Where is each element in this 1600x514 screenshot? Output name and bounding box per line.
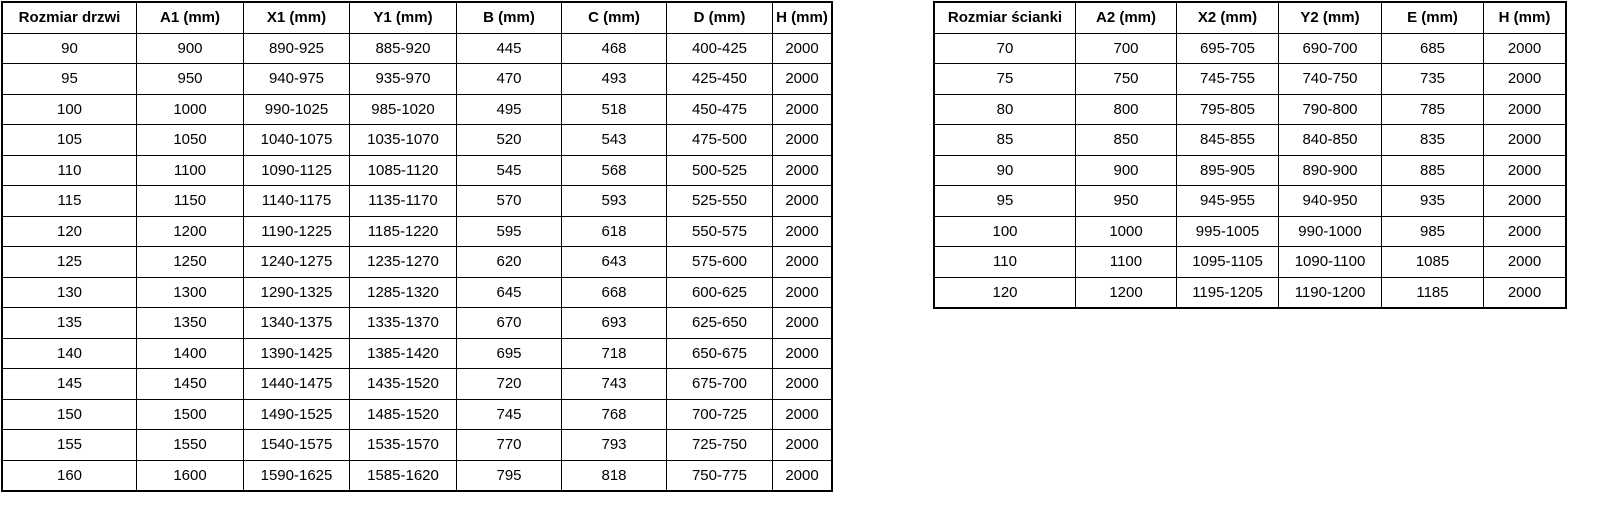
table-cell: 110 — [934, 247, 1076, 278]
column-header: Rozmiar drzwi — [2, 2, 137, 33]
table-cell: 743 — [562, 369, 667, 400]
table-cell: 2000 — [773, 155, 833, 186]
table-cell: 985-1020 — [350, 94, 457, 125]
table-cell: 643 — [562, 247, 667, 278]
table-cell: 945-955 — [1177, 186, 1279, 217]
table-cell: 2000 — [773, 430, 833, 461]
column-header: A1 (mm) — [137, 2, 244, 33]
table-cell: 2000 — [1484, 94, 1567, 125]
table-cell: 1450 — [137, 369, 244, 400]
table-cell: 835 — [1382, 125, 1484, 156]
table-cell: 2000 — [773, 33, 833, 64]
table-cell: 1435-1520 — [350, 369, 457, 400]
table-cell: 890-900 — [1279, 155, 1382, 186]
table-cell: 1240-1275 — [244, 247, 350, 278]
table-cell: 1550 — [137, 430, 244, 461]
table-cell: 735 — [1382, 64, 1484, 95]
table-cell: 745-755 — [1177, 64, 1279, 95]
table-cell: 695-705 — [1177, 33, 1279, 64]
table-cell: 70 — [934, 33, 1076, 64]
table-cell: 935 — [1382, 186, 1484, 217]
table-cell: 1290-1325 — [244, 277, 350, 308]
table-cell: 550-575 — [667, 216, 773, 247]
table-cell: 690-700 — [1279, 33, 1382, 64]
table-cell: 595 — [457, 216, 562, 247]
table-cell: 150 — [2, 399, 137, 430]
table-cell: 940-950 — [1279, 186, 1382, 217]
table-cell: 130 — [2, 277, 137, 308]
table-row — [934, 64, 1566, 95]
table-cell: 1190-1200 — [1279, 277, 1382, 308]
table-row — [2, 277, 832, 308]
table-cell: 1195-1205 — [1177, 277, 1279, 308]
table-row — [2, 247, 832, 278]
table-cell: 700-725 — [667, 399, 773, 430]
table-cell: 1590-1625 — [244, 460, 350, 491]
table-row — [2, 308, 832, 339]
table-cell: 2000 — [1484, 186, 1567, 217]
table-cell: 1100 — [1076, 247, 1177, 278]
column-header: Rozmiar ścianki — [934, 2, 1076, 33]
table-cell: 468 — [562, 33, 667, 64]
table-cell: 800 — [1076, 94, 1177, 125]
table-row — [934, 125, 1566, 156]
table-cell: 885-920 — [350, 33, 457, 64]
table-cell: 2000 — [773, 94, 833, 125]
table-row — [2, 94, 832, 125]
table-cell: 2000 — [1484, 247, 1567, 278]
table-cell: 518 — [562, 94, 667, 125]
table-cell: 568 — [562, 155, 667, 186]
table-cell: 1440-1475 — [244, 369, 350, 400]
table-cell: 500-525 — [667, 155, 773, 186]
column-header: C (mm) — [562, 2, 667, 33]
table-cell: 1540-1575 — [244, 430, 350, 461]
table-cell: 2000 — [773, 399, 833, 430]
table-cell: 1350 — [137, 308, 244, 339]
table-cell: 750-775 — [667, 460, 773, 491]
table-cell: 90 — [934, 155, 1076, 186]
table-cell: 2000 — [773, 186, 833, 217]
table-cell: 618 — [562, 216, 667, 247]
table-cell: 1000 — [137, 94, 244, 125]
table-cell: 90 — [2, 33, 137, 64]
table-cell: 693 — [562, 308, 667, 339]
table-cell: 2000 — [773, 277, 833, 308]
table-cell: 1035-1070 — [350, 125, 457, 156]
table-row — [2, 460, 832, 491]
table-cell: 1300 — [137, 277, 244, 308]
table-cell: 1200 — [137, 216, 244, 247]
table-row — [934, 155, 1566, 186]
table-cell: 1400 — [137, 338, 244, 369]
table-cell: 1250 — [137, 247, 244, 278]
table-cell: 1085-1120 — [350, 155, 457, 186]
wall-size-table — [933, 1, 1567, 309]
table-cell: 840-850 — [1279, 125, 1382, 156]
table-cell: 470 — [457, 64, 562, 95]
table-cell: 145 — [2, 369, 137, 400]
table-cell: 2000 — [773, 125, 833, 156]
table-cell: 1140-1175 — [244, 186, 350, 217]
table-cell: 950 — [1076, 186, 1177, 217]
table-cell: 990-1025 — [244, 94, 350, 125]
table-cell: 85 — [934, 125, 1076, 156]
table-cell: 850 — [1076, 125, 1177, 156]
table-cell: 790-800 — [1279, 94, 1382, 125]
table-cell: 495 — [457, 94, 562, 125]
table-cell: 140 — [2, 338, 137, 369]
column-header: H (mm) — [773, 2, 833, 33]
table-cell: 475-500 — [667, 125, 773, 156]
table-cell: 885 — [1382, 155, 1484, 186]
table-cell: 1390-1425 — [244, 338, 350, 369]
table-cell: 2000 — [1484, 64, 1567, 95]
table-cell: 2000 — [1484, 33, 1567, 64]
table-cell: 1235-1270 — [350, 247, 457, 278]
table-cell: 2000 — [773, 338, 833, 369]
table-cell: 100 — [2, 94, 137, 125]
table-cell: 685 — [1382, 33, 1484, 64]
table-cell: 120 — [2, 216, 137, 247]
table-cell: 95 — [934, 186, 1076, 217]
table-cell: 985 — [1382, 216, 1484, 247]
table-cell: 160 — [2, 460, 137, 491]
table-cell: 1085 — [1382, 247, 1484, 278]
table-cell: 1535-1570 — [350, 430, 457, 461]
table-cell: 1090-1100 — [1279, 247, 1382, 278]
table-cell: 493 — [562, 64, 667, 95]
table-cell: 1340-1375 — [244, 308, 350, 339]
column-header: B (mm) — [457, 2, 562, 33]
table-cell: 445 — [457, 33, 562, 64]
table-cell: 675-700 — [667, 369, 773, 400]
table-cell: 768 — [562, 399, 667, 430]
table-cell: 795-805 — [1177, 94, 1279, 125]
table-cell: 1185-1220 — [350, 216, 457, 247]
table-cell: 593 — [562, 186, 667, 217]
table-row — [2, 64, 832, 95]
column-header: E (mm) — [1382, 2, 1484, 33]
table-cell: 2000 — [1484, 155, 1567, 186]
table-cell: 1095-1105 — [1177, 247, 1279, 278]
table-cell: 2000 — [1484, 277, 1567, 308]
table-row — [2, 430, 832, 461]
table-row — [2, 369, 832, 400]
table-cell: 745 — [457, 399, 562, 430]
table-cell: 1385-1420 — [350, 338, 457, 369]
table-cell: 1585-1620 — [350, 460, 457, 491]
table-cell: 2000 — [1484, 216, 1567, 247]
table-cell: 2000 — [773, 216, 833, 247]
table-cell: 525-550 — [667, 186, 773, 217]
table-cell: 950 — [137, 64, 244, 95]
table-cell: 670 — [457, 308, 562, 339]
column-header: X2 (mm) — [1177, 2, 1279, 33]
table-cell: 625-650 — [667, 308, 773, 339]
column-header: H (mm) — [1484, 2, 1567, 33]
table-cell: 770 — [457, 430, 562, 461]
table-row — [2, 216, 832, 247]
table-row — [2, 338, 832, 369]
table-row — [2, 33, 832, 64]
column-header: D (mm) — [667, 2, 773, 33]
table-cell: 125 — [2, 247, 137, 278]
table-cell: 895-905 — [1177, 155, 1279, 186]
table-cell: 1090-1125 — [244, 155, 350, 186]
table-row — [934, 94, 1566, 125]
table-cell: 845-855 — [1177, 125, 1279, 156]
table-cell: 1190-1225 — [244, 216, 350, 247]
table-cell: 785 — [1382, 94, 1484, 125]
table-cell: 795 — [457, 460, 562, 491]
table-cell: 1485-1520 — [350, 399, 457, 430]
table-cell: 995-1005 — [1177, 216, 1279, 247]
table-cell: 695 — [457, 338, 562, 369]
column-header: X1 (mm) — [244, 2, 350, 33]
table-cell: 740-750 — [1279, 64, 1382, 95]
table-cell: 940-975 — [244, 64, 350, 95]
table-cell: 650-675 — [667, 338, 773, 369]
table-cell: 110 — [2, 155, 137, 186]
table-header-row — [934, 2, 1566, 33]
table-cell: 720 — [457, 369, 562, 400]
table-cell: 105 — [2, 125, 137, 156]
table-cell: 935-970 — [350, 64, 457, 95]
table-cell: 1050 — [137, 125, 244, 156]
table-cell: 818 — [562, 460, 667, 491]
table-cell: 900 — [137, 33, 244, 64]
table-cell: 620 — [457, 247, 562, 278]
table-cell: 2000 — [773, 64, 833, 95]
door-size-table — [1, 1, 833, 492]
table-cell: 575-600 — [667, 247, 773, 278]
table-cell: 135 — [2, 308, 137, 339]
table-row — [2, 155, 832, 186]
table-cell: 600-625 — [667, 277, 773, 308]
table-cell: 1600 — [137, 460, 244, 491]
table-row — [934, 277, 1566, 308]
table-cell: 80 — [934, 94, 1076, 125]
table-cell: 2000 — [773, 247, 833, 278]
table-cell: 425-450 — [667, 64, 773, 95]
table-cell: 2000 — [773, 308, 833, 339]
table-cell: 543 — [562, 125, 667, 156]
table-cell: 890-925 — [244, 33, 350, 64]
table-cell: 718 — [562, 338, 667, 369]
table-row — [2, 125, 832, 156]
table-cell: 750 — [1076, 64, 1177, 95]
table-cell: 1200 — [1076, 277, 1177, 308]
table-cell: 1135-1170 — [350, 186, 457, 217]
table-cell: 700 — [1076, 33, 1177, 64]
table-cell: 400-425 — [667, 33, 773, 64]
table-cell: 645 — [457, 277, 562, 308]
table-row — [934, 186, 1566, 217]
table-cell: 793 — [562, 430, 667, 461]
table-cell: 2000 — [773, 460, 833, 491]
table-cell: 1335-1370 — [350, 308, 457, 339]
table-cell: 900 — [1076, 155, 1177, 186]
table-cell: 1500 — [137, 399, 244, 430]
table-cell: 155 — [2, 430, 137, 461]
table-cell: 1000 — [1076, 216, 1177, 247]
table-row — [934, 216, 1566, 247]
table-cell: 570 — [457, 186, 562, 217]
table-cell: 120 — [934, 277, 1076, 308]
table-row — [2, 399, 832, 430]
table-cell: 1040-1075 — [244, 125, 350, 156]
table-cell: 75 — [934, 64, 1076, 95]
table-cell: 2000 — [1484, 125, 1567, 156]
table-row — [934, 247, 1566, 278]
table-cell: 1100 — [137, 155, 244, 186]
table-cell: 990-1000 — [1279, 216, 1382, 247]
table-cell: 545 — [457, 155, 562, 186]
table-cell: 725-750 — [667, 430, 773, 461]
table-cell: 668 — [562, 277, 667, 308]
table-cell: 1150 — [137, 186, 244, 217]
table-cell: 450-475 — [667, 94, 773, 125]
table-row — [934, 33, 1566, 64]
table-row — [2, 186, 832, 217]
column-header: Y2 (mm) — [1279, 2, 1382, 33]
table-cell: 95 — [2, 64, 137, 95]
table-cell: 2000 — [773, 369, 833, 400]
table-cell: 115 — [2, 186, 137, 217]
table-cell: 100 — [934, 216, 1076, 247]
column-header: A2 (mm) — [1076, 2, 1177, 33]
table-cell: 520 — [457, 125, 562, 156]
table-header-row — [2, 2, 832, 33]
table-cell: 1285-1320 — [350, 277, 457, 308]
table-cell: 1185 — [1382, 277, 1484, 308]
table-cell: 1490-1525 — [244, 399, 350, 430]
column-header: Y1 (mm) — [350, 2, 457, 33]
